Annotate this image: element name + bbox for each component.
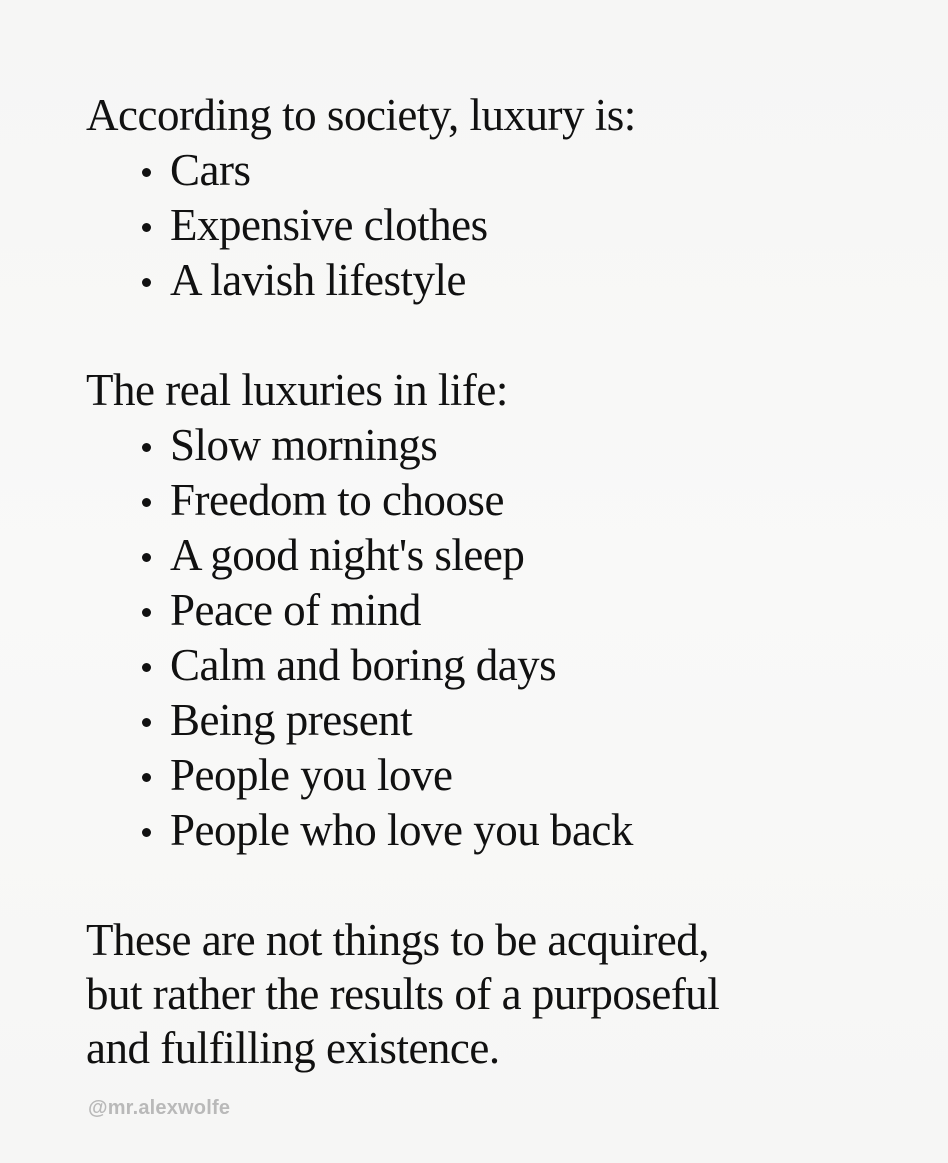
section-spacer <box>86 308 906 363</box>
closing-line: but rather the results of a purposeful <box>86 969 720 1019</box>
closing-paragraph <box>86 913 906 1075</box>
bullet-icon <box>142 443 151 452</box>
bullet-icon <box>142 608 151 617</box>
list-item-text: Slow mornings <box>170 420 438 470</box>
list-item-text: A lavish lifestyle <box>170 255 466 305</box>
list-item-text: Calm and boring days <box>170 640 557 690</box>
list-item <box>136 748 906 803</box>
list-item-text: Being present <box>170 695 413 745</box>
list-item <box>136 253 906 308</box>
bullet-icon <box>142 223 151 232</box>
society-list <box>86 143 906 308</box>
author-handle: @mr.alexwolfe <box>88 1097 231 1119</box>
real-luxuries-heading: The real luxuries in life: <box>86 365 508 415</box>
quote-content <box>86 88 906 1075</box>
bullet-icon <box>142 718 151 727</box>
list-item <box>136 198 906 253</box>
list-item <box>136 418 906 473</box>
list-item <box>136 143 906 198</box>
list-item-text: Peace of mind <box>170 585 421 635</box>
bullet-icon <box>142 773 151 782</box>
list-item <box>136 528 906 583</box>
closing-line: and fulfilling existence. <box>86 1023 500 1073</box>
bullet-icon <box>142 278 151 287</box>
society-heading: According to society, luxury is: <box>86 90 636 140</box>
bullet-icon <box>142 498 151 507</box>
bullet-icon <box>142 828 151 837</box>
list-item-text: Cars <box>170 145 251 195</box>
closing-line: These are not things to be acquired, <box>86 915 710 965</box>
list-item-text: People you love <box>170 750 453 800</box>
list-item-text: Expensive clothes <box>170 200 488 250</box>
bullet-icon <box>142 553 151 562</box>
list-item <box>136 803 906 858</box>
list-item <box>136 473 906 528</box>
real-luxuries-list <box>86 418 906 858</box>
bullet-icon <box>142 168 151 177</box>
list-item <box>136 583 906 638</box>
list-item <box>136 638 906 693</box>
list-item-text: People who love you back <box>170 805 633 855</box>
list-item <box>136 693 906 748</box>
list-item-text: Freedom to choose <box>170 475 504 525</box>
bullet-icon <box>142 663 151 672</box>
section-spacer <box>86 858 906 913</box>
list-item-text: A good night's sleep <box>170 530 525 580</box>
